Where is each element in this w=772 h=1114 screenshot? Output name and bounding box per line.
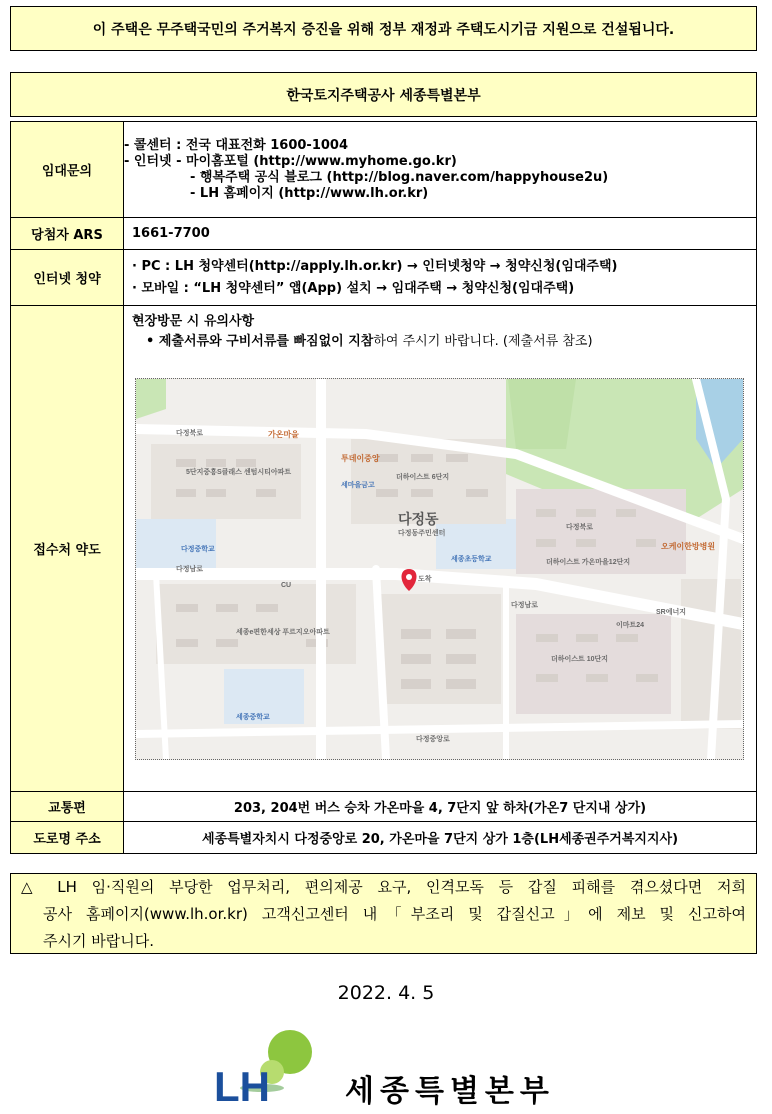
block-f — [516, 614, 671, 714]
visit-heading: 현장방문 시 유의사항 — [132, 314, 255, 329]
school-label-3: 세종중학교 — [236, 714, 270, 721]
map-graphic — [136, 379, 743, 759]
road-label-south: 다정남로 — [176, 566, 204, 573]
pharmacy-label: 투데이중앙 — [341, 454, 380, 463]
row-ars — [11, 218, 757, 250]
org-name: 한국토지주택공사 세종특별본부 — [286, 87, 481, 104]
apt-label-6: 더하이스트 6단지 — [396, 474, 450, 481]
visit-bullet — [132, 332, 748, 352]
row-inquiry — [11, 122, 757, 218]
row-online — [11, 250, 757, 306]
road-label-south-2: 다정남로 — [511, 602, 539, 609]
ars-number: 1661-7700 — [124, 218, 757, 250]
gas-label: SR에너지 — [656, 609, 687, 616]
road-label-north-2: 다정북로 — [566, 524, 594, 531]
label-transport: 교통편 — [11, 792, 124, 822]
location-map[interactable] — [135, 378, 744, 760]
address-value: 세종특별자치시 다정중앙로 20, 가온마을 7단지 상가 1층(LH세종권주거복지지사) — [124, 822, 757, 854]
transport-value: 203, 204번 버스 승차 가온마을 4, 7단지 앞 하차(가온7 단지내 상가) — [124, 792, 757, 822]
complaint-line-2: 공사 홈페이지(www.lh.or.kr) 고객신고센터 내「부조리 및 갑질신고」에 제보 및 신고하여 — [43, 905, 746, 923]
label-address: 도로명 주소 — [11, 822, 124, 854]
info-table — [10, 121, 757, 854]
block-a — [151, 444, 301, 519]
district-label: 다정동 — [398, 511, 439, 527]
apt-label-12: 더하이스트 가온마을12단지 — [546, 559, 631, 566]
row-address — [11, 822, 757, 854]
inquiry-content — [124, 122, 757, 218]
school-label-2: 세종초등학교 — [451, 556, 492, 563]
complaint-line-3: 주시기 바랍니다. — [43, 932, 154, 950]
lh-logo-text: LH — [214, 1063, 270, 1106]
park-area-left — [136, 379, 166, 419]
school-label-1: 다정중학교 — [181, 546, 215, 553]
row-transport — [11, 792, 757, 822]
row-office — [11, 306, 757, 792]
destination-pin-icon[interactable] — [402, 569, 417, 591]
apt-label-5: 5단지중흥S클래스 센텀시티아파트 — [186, 469, 292, 476]
block-e — [381, 594, 501, 704]
district-office-label: 다정동주민센터 — [398, 530, 446, 537]
top-notice — [10, 6, 757, 51]
label-ars: 당첨자 ARS — [11, 218, 124, 250]
bank-label: 세마을금고 — [341, 482, 375, 489]
apt-label-efk: 세종e편한세상 푸르지오아파트 — [236, 629, 330, 636]
lh-logo-icon — [212, 1026, 332, 1106]
complaint-notice — [10, 873, 757, 954]
label-office: 접수처 약도 — [11, 306, 124, 792]
visit-bullet-bold: • 제출서류와 구비서류를 빠짐없이 지참 — [146, 334, 374, 349]
visit-bullet-rest: 하여 주시기 바랍니다. (제출서류 참조) — [373, 334, 593, 349]
online-line-pc: · PC : LH 청약센터(http://apply.lh.or.kr) → 인터넷청약 → 청약신청(임대주택) — [132, 258, 618, 274]
road-label-north: 다정북로 — [176, 430, 204, 437]
online-line-mobile: · 모바일 : “LH 청약센터” 앱(App) 설치 → 임대주택 → 청약신청(임대주택) — [132, 280, 575, 296]
village-label: 가온마을 — [268, 430, 299, 439]
cu-label: CU — [281, 582, 292, 589]
label-online: 인터넷 청약 — [11, 250, 124, 306]
office-content — [124, 306, 757, 792]
inquiry-line-myhome[interactable]: - 인터넷 - 마이홈포털 (http://www.myhome.go.kr) — [124, 153, 457, 169]
label-inquiry: 임대문의 — [11, 122, 124, 218]
org-title-bar — [10, 72, 757, 117]
complaint-line-1: △ LH 임·직원의 부당한 업무처리, 편의제공 요구, 인격모독 등 갑질 피해를 겪으셨다면 저희 — [21, 878, 746, 896]
mart-label: 이마트24 — [616, 622, 645, 629]
inquiry-line-lh[interactable]: - LH 홈페이지 (http://www.lh.or.kr) — [190, 185, 429, 201]
inquiry-line-callcenter: - 콜센터 : 전국 대표전화 1600-1004 — [124, 137, 349, 153]
hospital-label: 오케이한방병원 — [661, 542, 716, 551]
online-content — [124, 250, 757, 306]
branch-name: 세종특별본부 — [345, 1074, 555, 1109]
lh-logo — [212, 1026, 332, 1106]
park-area-top-inner — [508, 379, 576, 449]
top-notice-text: 이 주택은 무주택국민의 주거복지 증진을 위해 정부 재정과 주택도시기금 지원으로 건설됩니다. — [92, 21, 675, 38]
issue-date: 2022. 4. 5 — [337, 982, 435, 1004]
road-label-central: 다정중앙로 — [416, 736, 450, 743]
destination-label: 도착 — [418, 576, 432, 583]
inquiry-line-blog[interactable]: - 행복주택 공식 블로그 (http://blog.naver.com/happyhouse2u) — [190, 169, 609, 185]
apt-label-10: 더하이스트 10단지 — [551, 656, 609, 663]
